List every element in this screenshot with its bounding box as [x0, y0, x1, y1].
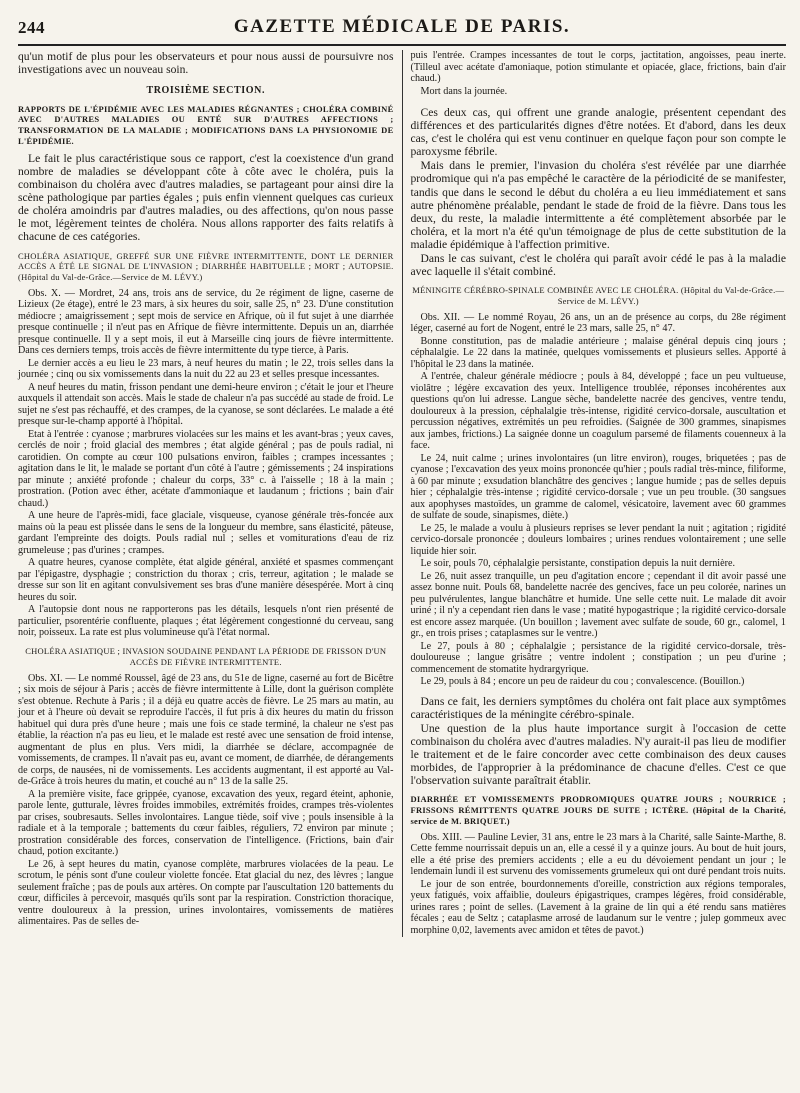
two-column-body: [18, 50, 786, 937]
case-12-paragraph: Bonne constitution, pas de maladie antérieure ; malaise général depuis cinq jours ; céphalalgie. Le 22 dans la matinée, quelques vomissements et plusieurs selles. Apporté à l'hôpital le 23 dans la matinée.: [410, 335, 786, 370]
case-12-paragraph: A l'entrée, chaleur générale médiocre ; pouls à 84, développé ; face un peu vultueuse, violâtre ; légère excavation des yeux. Intelligence troublée, réponses incohérentes aux questions qu'on lui adresse. Langue sèche, bandelette nacrée des gencives, ventre tendu, douloureux à la pression, céphalalgie très-intense, rigidité cervico-dorsale, auscultation et percussion négatives, extrémités un peu refroidies. (Saignée de 300 grammes, sinapismes aux jambes, frictions.) La saignée donne un coagulum parsemé de filaments couenneux à la face.: [410, 371, 786, 452]
case-11-rubric: CHOLÉRA ASIATIQUE ; INVASION SOUDAINE PENDANT LA PÉRIODE DE FRISSON D'UN ACCÈS DE FIÈVRE INTERMITTENTE.: [25, 645, 387, 667]
case-11-paragraph: A la première visite, face grippée, cyanose, excavation des yeux, regard éteint, aphonie, parole lente, gutturale, lèvres froides immobiles, extrémités froides, crampes très-violentes par crises, soubresauts. Selles involontaires. Langue tiède, soif vive ; pouls insensible à la radiale et à la temporale ; battements du cœur faibles, réguliers, 72 environ par minute ; prostration considérable des forces, conservation de l'intelligence. (Frictions, bain d'air chaud, potion excitante.): [18, 788, 394, 858]
continued-paragraph: qu'un motif de plus pour les observateurs et pour nous aussi de poursuivre nos investigations avec un nouveau soin.: [18, 50, 394, 77]
case-10-paragraph: Obs. X. — Mordret, 24 ans, trois ans de service, du 2e régiment de ligne, caserne de Lizieux (2e étage), entré le 23 mars, à six heures du soir, salle 25, n° 23. D'une constitution médiocre ; amaigrissement ; sept mois de service en Afrique, où il fut sujet à une diarrhée presque continuelle ; il n'eut pas en Afrique de fièvre intermittente. Depuis un an, diarrhée presque continuelle. Il y a sept mois, il eut à Marseille cinq jours de fièvre intermittente. Dans ces derniers temps, trois accès de fièvre intermittente du type tierce, à Paris.: [18, 287, 394, 357]
page-header: [18, 14, 786, 46]
case-10-paragraph: A neuf heures du matin, frisson pendant une demi-heure environ ; c'était le jour et l'heure auxquels il attendait son accès. Mais le stade de chaleur n'a pas succédé au stade de froid. Le sujet ne s'est pas réchauffé, et des crampes, de la cyanose, se sont déclarées. Le malade a été presque sur-le-champ apporté à l'hôpital.: [18, 381, 394, 428]
case-11-continued: puis l'entrée. Crampes incessantes de tout le corps, jactitation, angoisses, peau inerte. (Tilleul avec acétate d'amoniaque, potion stimulante et opiacée, glace, frictions, bain d'air chaud.): [410, 50, 786, 84]
case-12-paragraph: Le 24, nuit calme ; urines involontaires (un litre environ), rouges, briquetées ; pas de cyanose ; l'excavation des yeux moins prononcée qu'hier ; pouls radial très-mince, filiforme, à 60 par minute ; exsudation blanchâtre des gencives ; langue humide ; pas de selles depuis hier ; céphalalgie très-intense ; rigidité cervico-dorsale ; vue un peu trouble. (30 sangsues aux apophyses mastoïdes, un gramme de calomel, vésicatoire, lavement avec 60 grammes de sulfate de soude, sinapismes, diète.): [410, 452, 786, 522]
intro-paragraph: Le fait le plus caractéristique sous ce rapport, c'est la coexistence d'un grand nombre de maladies se développant côte à côte avec le choléra, puis la combinaison du choléra avec d'autres maladies, se partageant pour ainsi dire la scène pathologique par parties égales ; puis enfin viennent quelques cas curieux de choléra amoindris par d'autres maladies, ou des affections, qu'on nous passe le mot, légèrement teintes de choléra. Nous allons rapporter des faits relatifs à chacune de ces catégories.: [18, 151, 394, 244]
discussion-paragraph: Ces deux cas, qui offrent une grande analogie, présentent cependant des différences et des particularités dignes d'être notées. Et d'abord, dans les deux cas, c'est le choléra qui est venu continuer en quelque façon pour son compte le paroxysme fébrile.: [410, 106, 786, 159]
page-number: 244: [18, 18, 45, 37]
case-12-rubric: MÉNINGITE CÉRÉBRO-SPINALE COMBINÉE AVEC LE CHOLÉRA. (Hôpital du Val-de-Grâce.—Service de M. LÉVY.): [412, 285, 785, 307]
case-10-rubric: CHOLÉRA ASIATIQUE, GREFFÉ SUR UNE FIÈVRE INTERMITTENTE, DONT LE DERNIER ACCÈS A ÉTÉ LE SIGNAL DE L'INVASION ; DIARRHÉE HABITUELLE ; MORT ; AUTOPSIE. (Hôpital du Val-de-Grâce.—Service de M. LÉVY.): [18, 250, 394, 283]
case-10-paragraph: Etat à l'entrée : cyanose ; marbrures violacées sur les mains et les avant-bras ; yeux caves, cerclés de noir ; froid glacial des membres ; état algide général ; pas de pouls radial, ni carotidien. On compte au cœur 100 pulsations environ, faibles ; crampes incessantes ; agitation dans le lit, le malade se portant d'un côté à l'autre ; gémissements ; 24 inspirations par minute ; anxiété profonde ; chaleur du corps, 33° c. à l'aisselle ; 18 à la main ; prostration. (Potion avec éther, acétate d'ammoniaque et laudanum ; frictions ; bain d'air chaud.): [18, 428, 394, 509]
discussion-paragraph: Mais dans le premier, l'invasion du choléra s'est révélée par une diarrhée prodromique qui n'a pas empêché le caractère de la périodicité de se manifester, tandis que dans le second le début du choléra a eu lieu immédiatement et sans autre phénomène préalable, pendant le stade de froid de la fièvre. Dans tous les deux, du reste, la maladie intermittente a été complètement absorbée par le choléra, et la mort n'a été qu'un témoignage de plus de cette substitution de la maladie épidémique à l'affection primitive.: [410, 159, 786, 251]
case-12-paragraph: Obs. XII. — Le nommé Royau, 26 ans, un an de présence au corps, du 28e régiment léger, caserné au fort de Nogent, entré le 23 mars, salle 25, n° 47.: [410, 311, 786, 335]
case-12-paragraph: Le 29, pouls à 84 ; encore un peu de raideur du cou ; convalescence. (Bouillon.): [420, 676, 745, 688]
case-12-paragraph: Le 27, pouls à 80 ; céphalalgie ; persistance de la rigidité cervico-dorsale, très-douloureuse ; langue grisâtre ; ventre indolent ; constipation ; un peu d'urine ; commencement de stomatite hydrargyrique.: [410, 640, 786, 675]
journal-title: GAZETTE MÉDICALE DE PARIS.: [233, 16, 571, 37]
left-column: [18, 50, 402, 937]
case-11-outcome: Mort dans la journée.: [420, 85, 508, 97]
case-13-paragraph: Le jour de son entrée, bourdonnements d'oreille, constriction aux régions temporales, yeux fatigués, voix affaiblie, douleurs épigastriques, crampes légères, froid considérable, urines rares ; point de selles. (Lavement à la graine de lin qui a été rendu sans matières fécales ; eau de Seltz ; cataplasme arrosé de laudanum sur le ventre ; julep gommeux avec morphine 0,02, lavements avec amidon et têtes de pavot.): [410, 878, 786, 936]
case-13-paragraph: Obs. XIII. — Pauline Levier, 31 ans, entre le 23 mars à la Charité, salle Sainte-Marthe, 8. Cette femme nourrissait depuis un an, elle a cessé il y a quinze jours. Au bout de huit jours, elle a été prise des premiers accidents ; elle a eu du dévoiement pendant un jour ; le lendemain lundi il est survenu des vomissements grumeleux qui ont duré pendant trois nuits.: [410, 831, 786, 878]
case-12-paragraph: Le soir, pouls 70, céphalalgie persistante, constipation depuis la nuit dernière.: [420, 558, 736, 570]
case-10-paragraph: A quatre heures, cyanose complète, état algide général, anxiété et spasmes commençant par l'épigastre, dysphagie ; constriction du thorax ; cris, terreur, agitation ; le malade se dresse sur son lit en agitant convulsivement ses bras d'une manière désespérée. Mort à cinq heures du soir.: [18, 557, 394, 603]
case-12-paragraph: Le 26, nuit assez tranquille, un peu d'agitation encore ; cependant il dit avoir passé une assez bonne nuit. Pouls 68, bandelette nacrée des gencives, face un peu colorée, narines un peu pulvérulentes, langue blanchâtre et humide. Une selle cette nuit. Le malade dit avoir uriné ; il n'y a cependant rien dans le vase ; matité hypogastrique ; la rigidité cervico-dorsale est encore assez marquée. (Un bouillon ; lavement avec sulfate de soude, 60 gr., calomel, 1 gr., en trois prises ; cataplasmes sur le ventre.): [410, 570, 786, 640]
case-13-rubric: DIARRHÉE ET VOMISSEMENTS PRODROMIQUES QUATRE JOURS ; NOURRICE ; FRISSONS RÉMITTENTS QUATRE JOURS DE SUITE ; ICTÈRE. (Hôpital de la Charité, service de M. BRIQUET.): [410, 794, 786, 827]
conclusion-paragraph: Une question de la plus haute importance surgit à l'occasion de cette combinaison du choléra avec d'autres maladies. N'y aurait-il pas lieu de modifier le traitement et de le faire concorder avec cette combinaison des deux causes morbides, de l'approprier à la prédominance de chacune d'elles. C'est ce que l'observation suivante paraîtrait établir.: [410, 722, 786, 788]
right-column: [402, 50, 787, 937]
case-12-paragraph: Le 25, le malade a voulu à plusieurs reprises se lever pendant la nuit ; agitation ; rigidité cervico-dorsale prononcée ; douleurs lombaires ; urines rendues volontairement ; une selle liquide hier soir.: [410, 522, 786, 557]
discussion-paragraph: Dans le cas suivant, c'est le choléra qui paraît avoir cédé le pas à la maladie avec laquelle il s'était combiné.: [410, 252, 786, 279]
conclusion-paragraph: Dans ce fait, les derniers symptômes du choléra ont fait place aux symptômes caractéristiques de la méningite cérébro-spinale.: [410, 694, 786, 721]
case-10-paragraph: Le dernier accès a eu lieu le 23 mars, à neuf heures du matin ; le 22, trois selles dans la journée ; cinq ou six vomissements dans la nuit du 22 au 23 et selles presque incessantes.: [18, 357, 394, 381]
case-11-paragraph: Obs. XI. — Le nommé Roussel, âgé de 23 ans, du 51e de ligne, caserné au fort de Bicêtre ; six mois de séjour à Paris ; accès de fièvre intermittente à Lille, dont la guérison complète s'est obtenue. Rechute à Paris ; il a déjà eu quatre accès de fièvre. Le 25 mars au matin, au jour et à l'heure où devait se reproduire l'accès, il fut pris à dix heures du matin du frisson habituel qui dura près d'une heure ; mais une fois ce stade terminé, la chaleur ne s'est pas établie, la réaction n'a pas eu lieu, et le malade est resté avec une sensation de froid intense, augmentant de plus en plus. Vers midi, la diarrhée se déclare, accompagnée de vomissements, de crampes. Il n'avait pas eu, avant ce moment, de diarrhée, de dérangements de corps, de nausées, ni de vomissements. Les accidents augmentant, il est apporté au Val-de-Grâce à trois heures du matin, et couché au n° 13 de la salle 25.: [18, 672, 394, 788]
section-rubric: RAPPORTS DE L'ÉPIDÉMIE AVEC LES MALADIES RÉGNANTES ; CHOLÉRA COMBINÉ AVEC D'AUTRES MALADIES OU ENTÉ SUR D'AUTRES AFFECTIONS ; TRANSFORMATION DE LA MALADIE ; MODIFICATIONS DANS LA PHYSIONOMIE DE L'ÉPIDÉMIE.: [18, 103, 394, 147]
case-11-paragraph: Le 26, à sept heures du matin, cyanose complète, marbrures violacées de la peau. Le scrotum, le pénis sont d'une couleur violette foncée. Etat glacial du nez, des lèvres ; langue seulement fraîche ; pas de pouls aux artères. On compte par l'auscultation 120 battements du cœur, difficiles à percevoir, masqués qu'ils sont par la respiration. Constriction thoracique, ventre douloureux à la pression, urines involontaires, vomissements de matières alimentaires. Pas de selles de-: [18, 858, 394, 928]
case-10-paragraph: A une heure de l'après-midi, face glaciale, visqueuse, cyanose générale très-foncée aux mains où la peau est plissée dans le sens de la longueur du membre, sans élasticité, pâteuse, gardant l'empreinte des doigts. Pouls radial nul ; selles et vomiturations d'eau de riz grumeleuse ; pas d'urines ; crampes.: [18, 510, 394, 556]
case-10-paragraph: A l'autopsie dont nous ne rapporterons pas les détails, lesquels n'ont rien présenté de particulier, psorentérie confluente, plaques ; état légèrement congestionné du cerveau, sang noir, poisseux. La rate est plus volumineuse qu'à l'état normal.: [18, 604, 394, 639]
section-title: TROISIÈME SECTION.: [146, 85, 266, 97]
